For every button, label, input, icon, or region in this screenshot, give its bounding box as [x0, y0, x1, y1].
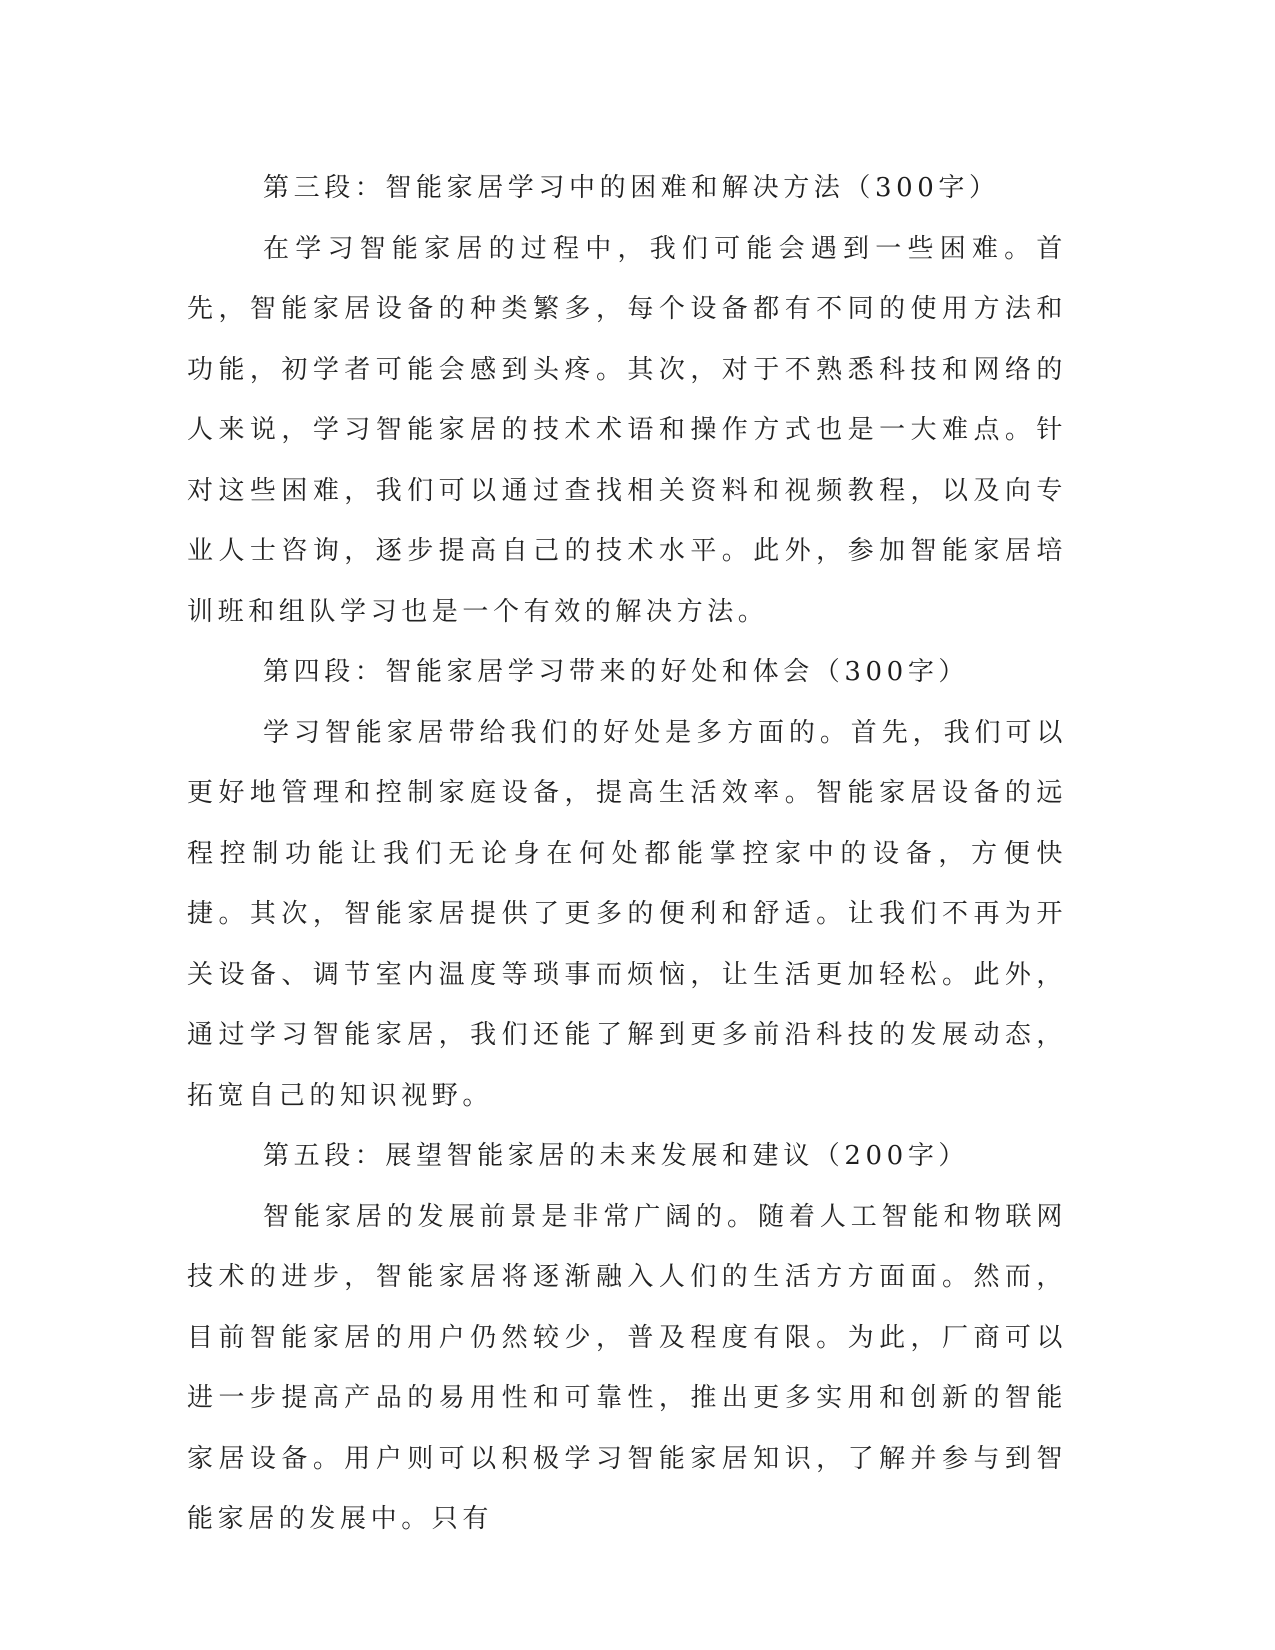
section-3-paragraph: 在学习智能家居的过程中，我们可能会遇到一些困难。首先，智能家居设备的种类繁多，每个设备都有不同的使用方法和功能，初学者可能会感到头疼。其次，对于不熟悉科技和网络的人来说，学习智能家居的技术术语和操作方式也是一大难点。针对这些困难，我们可以通过查找相关资料和视频教程，以及向专业人士咨询，逐步提高自己的技术水平。此外，参加智能家居培训班和组队学习也是一个有效的解决方法。 [187, 233, 1067, 627]
section-4-paragraph: 学习智能家居带给我们的好处是多方面的。首先，我们可以更好地管理和控制家庭设备，提高生活效率。智能家居设备的远程控制功能让我们无论身在何处都能掌控家中的设备，方便快捷。其次，智能家居提供了更多的便利和舒适。让我们不再为开关设备、调节室内温度等琐事而烦恼，让生活更加轻松。此外，通过学习智能家居，我们还能了解到更多前沿科技的发展动态，拓宽自己的知识视野。 [187, 717, 1067, 1111]
section-4-heading: 第四段：智能家居学习带来的好处和体会（300字） [263, 657, 970, 687]
section-3-heading: 第三段：智能家居学习中的困难和解决方法（300字） [263, 173, 1000, 203]
section-5-paragraph: 智能家居的发展前景是非常广阔的。随着人工智能和物联网技术的进步，智能家居将逐渐融入人们的生活方方面面。然而，目前智能家居的用户仍然较少，普及程度有限。为此，厂商可以进一步提高产品的易用性和可靠性，推出更多实用和创新的智能家居设备。用户则可以积极学习智能家居知识，了解并参与到智能家居的发展中。只有 [187, 1201, 1067, 1534]
document-body [187, 158, 1067, 1550]
section-5-heading: 第五段：展望智能家居的未来发展和建议（200字） [263, 1141, 970, 1171]
